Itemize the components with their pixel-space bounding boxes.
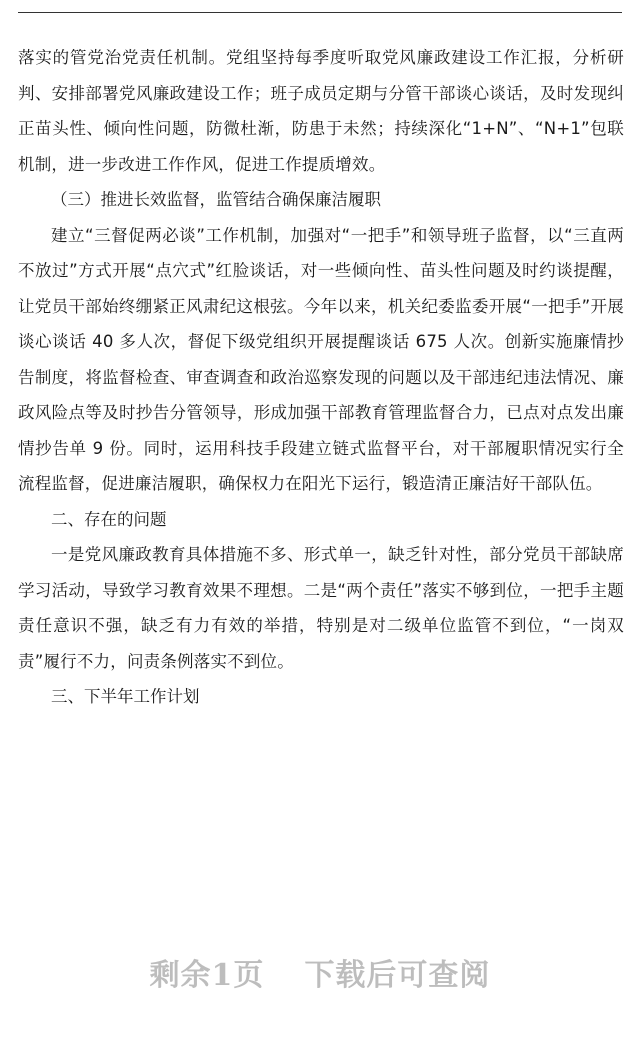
section-heading-plan: 三、下半年工作计划 — [51, 687, 200, 706]
section-heading-problems: 二、存在的问题 — [51, 509, 167, 529]
paragraph-supervision-details: 建立“三督促两必谈”工作机制，加强对“一把手”和领导班子监督，以“三直两不放过”方式开展“点穴式”红脸谈话，对一些倾向性、苗头性问题及时约谈提醒，让党员干部始终绷紧正风肃纪这根弦。今年以来，机关纪委监委开展“一把手”开展谈心谈话 40 多人次，督促下级党组织开展提醒谈话 675 人次。创新实施廉情抄告制度，将监督检查、审查调查和政治巡察发现的问题以及干部违纪违法情况、廉政风险点等及时抄告分管领导，形成加强干部教育管理监督合力，已点对点发出廉情抄告单 9 份。同时，运用科技手段建立链式监督平台，对干部履职情况实行全流程监督，促进廉洁履职，确保权力在阳光下运行，锻造清正廉洁好干部队伍。 — [18, 225, 624, 493]
top-divider — [18, 12, 622, 13]
paragraph-responsibility-mechanism: 落实的管党治党责任机制。党组坚持每季度听取党风廉政建设工作汇报，分析研判、安排部署党风廉政建设工作；班子成员定期与分管干部谈心谈话，及时发现纠正苗头性、倾向性问题，防微杜渐，防患于未然；持续深化“1+N”、“N+1”包联机制，进一步改进工作作风，促进工作提质增效。 — [18, 48, 624, 174]
download-banner[interactable] — [0, 950, 640, 994]
remaining-pages-label: 剩余1页 — [149, 958, 265, 993]
section-heading-supervision: （三）推进长效监督，监管结合确保廉洁履职 — [51, 190, 381, 209]
paragraph-problems: 一是党风廉政教育具体措施不多、形式单一，缺乏针对性，部分党员干部缺席学习活动，导致学习教育效果不理想。二是“两个责任”落实不够到位，一把手主题责任意识不强，缺乏有力有效的举措，特别是对二级单位监管不到位，“一岗双责”履行不力，问责条例落实不到位。 — [18, 545, 624, 671]
download-hint-label: 下载后可查阅 — [304, 958, 491, 993]
document-body — [18, 40, 624, 715]
